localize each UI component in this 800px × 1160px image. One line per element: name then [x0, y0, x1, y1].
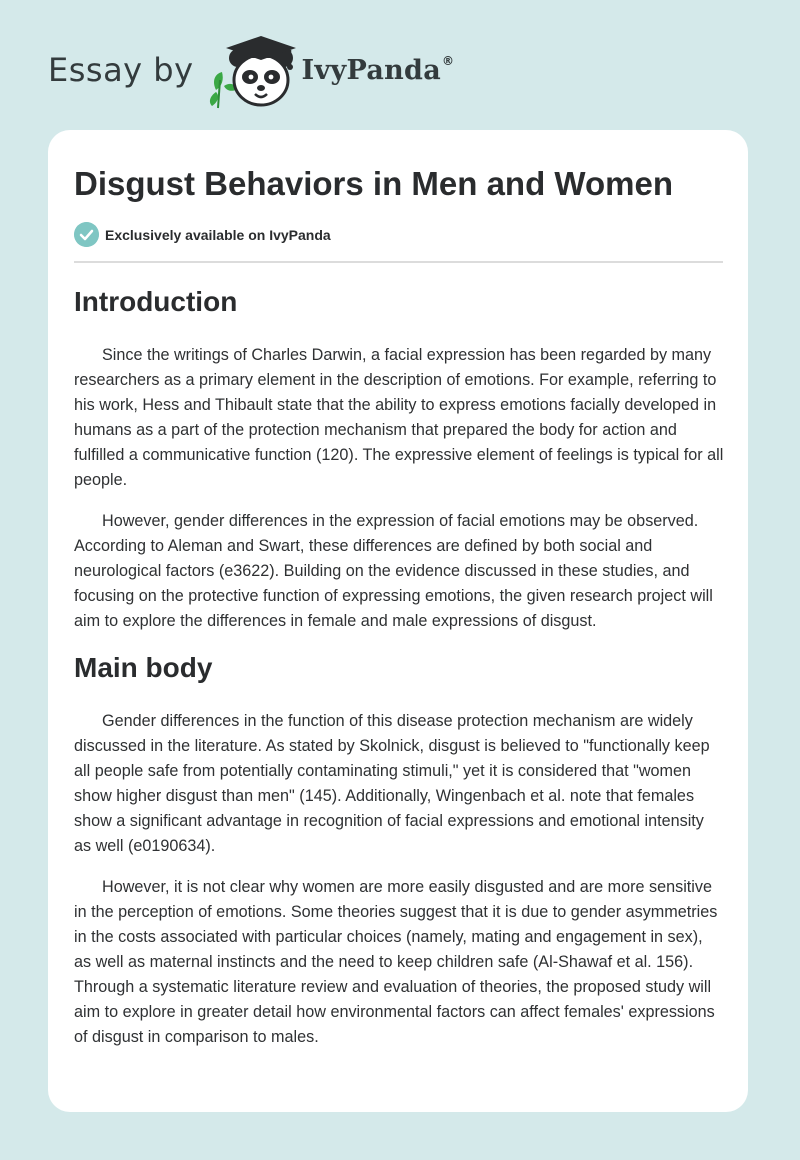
- paragraph: Gender differences in the function of this disease protection mechanism are widely discussed in the literature. As stated by Skolnick, disgust is believed to "functionally keep all people safe from potentially contaminating stimuli," yet it is considered that "women show higher disgust than men" (145). Additionally, Wingenbach et al. note that females show a significant advantage in recognition of facial expressions and emotional intensity as well (e0190634).: [74, 712, 710, 855]
- exclusive-badge: [74, 222, 331, 247]
- panda-graduate-icon[interactable]: [206, 30, 302, 110]
- paragraph: Since the writings of Charles Darwin, a facial expression has been regarded by many researchers as a primary element in the description of emotions. For example, referring to his work, Hess and Thibault state that the ability to express emotions facially developed in humans as a part of the protection mechanism that prepared the body for action and fulfilled a communicative function (120). The expressive element of feelings is typical for all people.: [74, 346, 724, 489]
- essay-card: [48, 130, 748, 1112]
- brand-name[interactable]: IvyPanda®: [301, 53, 455, 86]
- paragraph: However, gender differences in the expression of facial emotions may be observed. According to Aleman and Swart, these differences are defined by both social and neurological factors (e3622). Building on the evidence discussed in these studies, and focusing on the protective function of expressing emotions, the given research project will aim to explore the differences in female and male expressions of disgust.: [74, 512, 713, 630]
- divider: [74, 261, 723, 263]
- essay-by-label: Essay by: [48, 51, 194, 89]
- check-circle-icon: [74, 222, 99, 247]
- section-heading-introduction: Introduction: [74, 286, 238, 317]
- paragraph: However, it is not clear why women are more easily disgusted and are more sensitive in the perception of emotions. Some theories suggest that it is due to gender asymmetries in the costs associated with particular choices (namely, mating and engagement in sex), as well as maternal instincts and the need to keep children safe (Al-Shawaf et al. 156). Through a systematic literature review and evaluation of theories, the proposed study will aim to explore in greater detail how environmental factors can affect females' expressions of disgust in comparison to males.: [74, 878, 718, 1046]
- registered-mark: ®: [442, 53, 455, 68]
- essay-title: Disgust Behaviors in Men and Women: [74, 165, 673, 202]
- section-heading-main-body: Main body: [74, 652, 213, 683]
- site-header: [48, 30, 454, 110]
- exclusive-label: Exclusively available on IvyPanda: [105, 226, 331, 243]
- essay-body: [74, 280, 724, 1050]
